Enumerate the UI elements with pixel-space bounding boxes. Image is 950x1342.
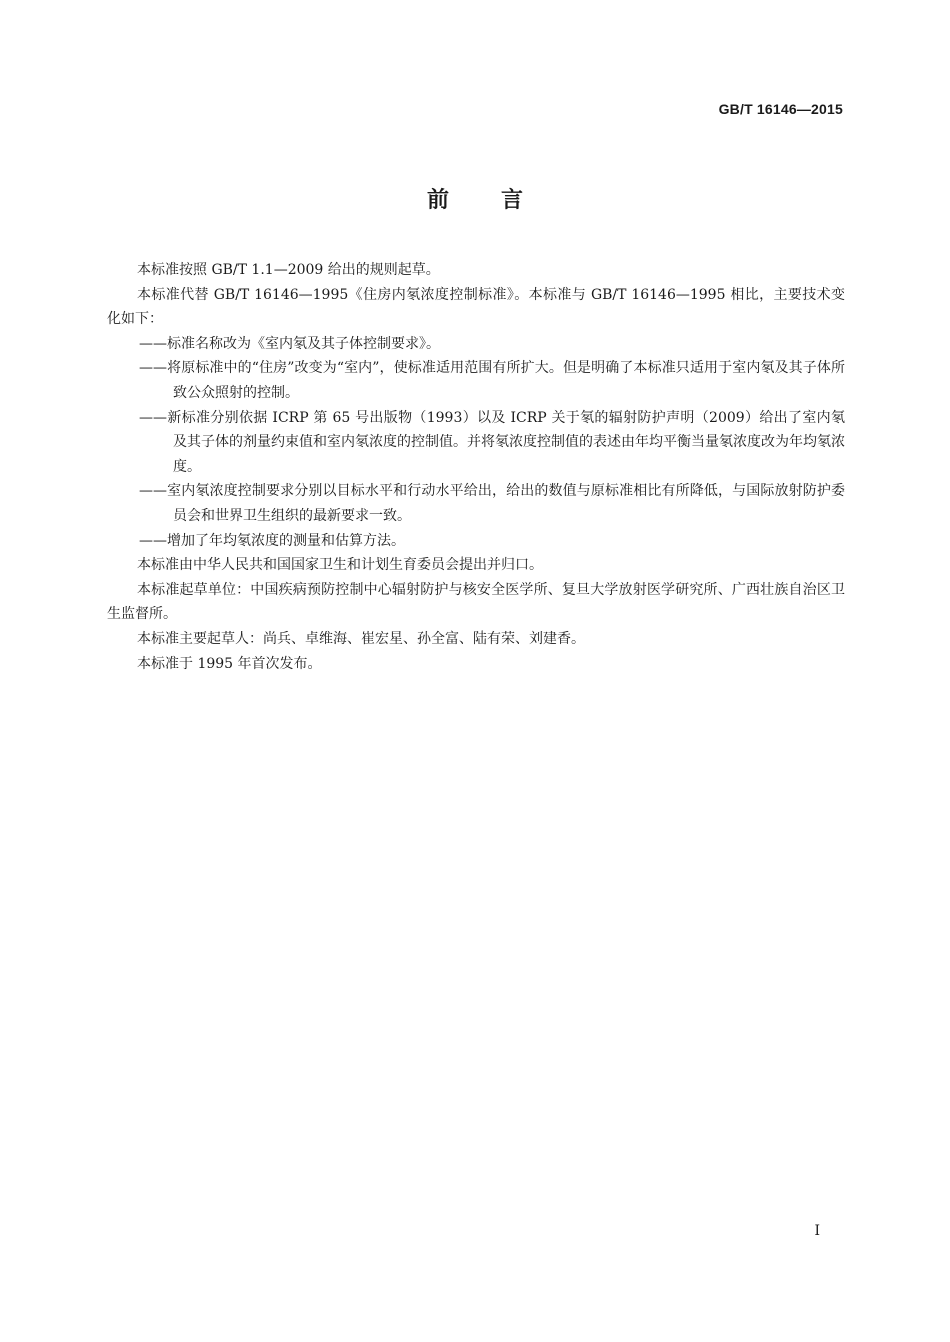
change-item-levels: ——室内氡浓度控制要求分别以目标水平和行动水平给出，给出的数值与原标准相比有所降低，与国际放射防护委员会和世界卫生组织的最新要求一致。 bbox=[139, 483, 845, 524]
paragraph-first-published: 本标准于 1995 年首次发布。 bbox=[137, 655, 322, 672]
paragraph-proposer: 本标准由中华人民共和国国家卫生和计划生育委员会提出并归口。 bbox=[137, 557, 543, 574]
paragraph-drafters: 本标准主要起草人：尚兵、卓维海、崔宏星、孙全富、陆有荣、刘建香。 bbox=[137, 630, 585, 647]
change-item-icrp: ——新标准分别依据 ICRP 第 65 号出版物（1993）以及 ICRP 关于氡的辐射防护声明（2009）给出了室内氡及其子体的剂量约束值和室内氡浓度的控制值。并将氡浓度控制值的表述由年均平衡当量氡浓度改为年均氡浓度。 bbox=[139, 409, 845, 475]
paragraph-replaces: 本标准代替 GB/T 16146—1995《住房内氡浓度控制标准》。本标准与 GB/T 16146—1995 相比，主要技术变化如下： bbox=[107, 286, 845, 328]
standard-code-header: GB/T 16146—2015 bbox=[718, 101, 843, 117]
change-item-scope: ——将原标准中的“住房”改变为“室内”，使标准适用范围有所扩大。但是明确了本标准只适用于室内氡及其子体所致公众照射的控制。 bbox=[139, 360, 845, 401]
page-title: 前言 bbox=[426, 188, 575, 213]
change-item-measurement: ——增加了年均氡浓度的测量和估算方法。 bbox=[139, 532, 405, 549]
page-number: I bbox=[814, 1223, 820, 1239]
paragraph-drafting-rules: 本标准按照 GB/T 1.1—2009 给出的规则起草。 bbox=[137, 262, 440, 278]
change-item-name: ——标准名称改为《室内氡及其子体控制要求》。 bbox=[139, 335, 440, 352]
foreword-body bbox=[107, 258, 845, 676]
paragraph-drafting-units: 本标准起草单位：中国疾病预防控制中心辐射防护与核安全医学所、复旦大学放射医学研究所、广西壮族自治区卫生监督所。 bbox=[107, 581, 845, 623]
